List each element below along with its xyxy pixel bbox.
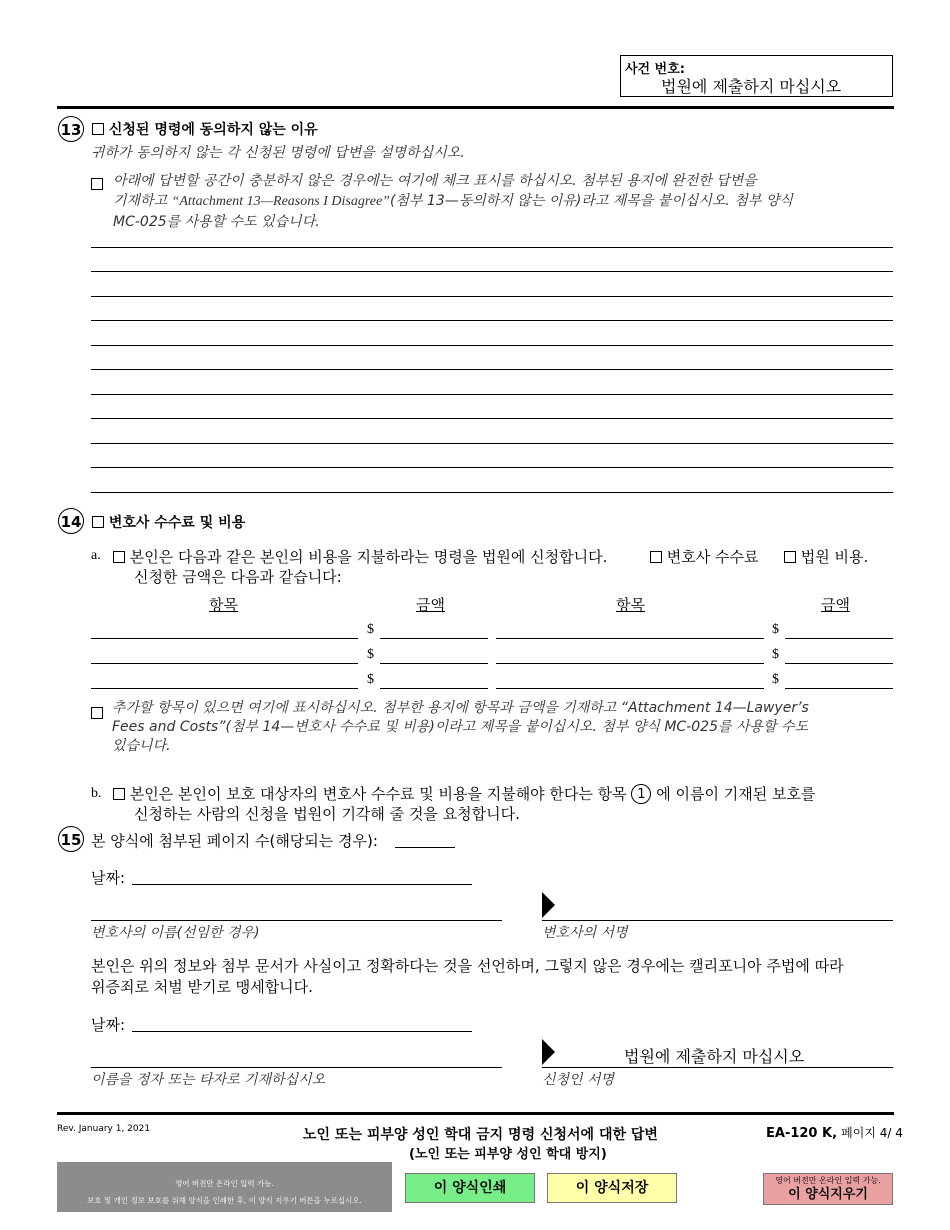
court-costs-checkbox[interactable] bbox=[784, 551, 796, 563]
amount-field[interactable] bbox=[380, 663, 488, 664]
answer-line[interactable] bbox=[91, 492, 893, 493]
item-13-title: 신청된 명령에 동의하지 않는 이유 bbox=[108, 122, 318, 138]
answer-line[interactable] bbox=[91, 271, 893, 272]
col-amount-header-1: 금액 bbox=[416, 596, 445, 614]
footer-rule bbox=[57, 1112, 894, 1115]
save-form-button[interactable]: 이 양식저장 bbox=[547, 1173, 677, 1203]
col-item-header-2: 항목 bbox=[616, 596, 645, 614]
pages-attached-label: 본 양식에 첨부된 페이지 수(해당되는 경우): bbox=[91, 832, 378, 850]
answer-line[interactable] bbox=[91, 345, 893, 346]
answer-line[interactable] bbox=[91, 394, 893, 395]
header-rule bbox=[57, 106, 894, 109]
item-14a-checkbox[interactable] bbox=[113, 551, 125, 563]
form-subtitle: (노인 또는 피부양 성인 학대 방지) bbox=[409, 1147, 607, 1162]
item-14-extra-line3: 있습니다. bbox=[112, 738, 171, 754]
item-13-instruction: 귀하가 동의하지 않는 각 신청된 명령에 답변을 설명하십시오. bbox=[91, 145, 465, 161]
item-14-checkbox[interactable] bbox=[92, 516, 104, 528]
item-14b-line1 bbox=[113, 783, 815, 804]
case-number-box bbox=[620, 55, 893, 97]
answer-line[interactable] bbox=[91, 467, 893, 468]
item-14-title: 변호사 수수료 및 비용 bbox=[108, 515, 246, 531]
item-field[interactable] bbox=[91, 663, 358, 664]
online-notice-line2: 보호 및 개인 정보 보호를 위해 양식을 인쇄한 후, 이 양식 지우기 버튼을 누르십시오. bbox=[87, 1196, 362, 1205]
petitioner-name-caption: 이름을 정자 또는 타자로 기재하십시오 bbox=[91, 1072, 326, 1088]
petitioner-signature-arrow-icon bbox=[542, 1039, 555, 1065]
item-14a-option-lawyer-fees bbox=[650, 546, 759, 567]
case-number-field[interactable]: 법원에 제출하지 마십시오 bbox=[661, 77, 842, 96]
item-field[interactable] bbox=[91, 688, 358, 689]
dollar-sign: $ bbox=[772, 622, 779, 637]
attach-line2-c: (첨부 13—동의하지 않는 이유)라고 제목을 붙이십시오. 첨부 양식 bbox=[389, 193, 793, 209]
lawyer-signature-arrow-icon bbox=[542, 892, 555, 918]
amount-field[interactable] bbox=[785, 688, 893, 689]
pages-attached-field[interactable] bbox=[395, 847, 455, 848]
dollar-sign: $ bbox=[772, 647, 779, 662]
item-14b-text1: 본인은 본인이 보호 대상자의 변호사 수수료 및 비용을 지불해야 한다는 항목 bbox=[129, 785, 627, 803]
lawyer-fees-checkbox[interactable] bbox=[650, 551, 662, 563]
answer-line[interactable] bbox=[91, 418, 893, 419]
form-id bbox=[766, 1124, 903, 1141]
answer-line[interactable] bbox=[91, 247, 893, 248]
item-13-attachment-checkbox[interactable] bbox=[91, 174, 103, 193]
item-14-extra-checkbox[interactable] bbox=[91, 703, 103, 722]
item-14-extra-line1: 추가할 항목이 있으면 여기에 표시하십시오. 첨부한 용지에 항목과 금액을 기재하고 “Attachment 14—Lawyer’s bbox=[112, 700, 809, 716]
dollar-sign: $ bbox=[772, 672, 779, 687]
item-13-attach-line3: MC-025를 사용할 수도 있습니다. bbox=[113, 214, 320, 230]
item-14a-label: a. bbox=[91, 548, 101, 563]
clear-form-button[interactable] bbox=[763, 1173, 893, 1205]
declaration-line1: 본인은 위의 정보와 첨부 문서가 사실이고 정확하다는 것을 선언하며, 그렇지 않은 경우에는 캘리포니아 주법에 따라 bbox=[91, 957, 844, 975]
dollar-sign: $ bbox=[367, 672, 374, 687]
item-14a-line2: 신청한 금액은 다음과 같습니다: bbox=[134, 568, 342, 586]
answer-line[interactable] bbox=[91, 320, 893, 321]
dollar-sign: $ bbox=[367, 647, 374, 662]
petitioner-date-field[interactable] bbox=[132, 1031, 472, 1032]
amount-field[interactable] bbox=[380, 638, 488, 639]
item-14b-text2: 에 이름이 기재된 보호를 bbox=[656, 785, 816, 803]
item-13-attach-line1: 아래에 답변할 공간이 충분하지 않은 경우에는 여기에 체크 표시를 하십시오. 첨부된 용지에 완전한 답변을 bbox=[113, 173, 757, 189]
item-14-extra-line2: Fees and Costs”(첨부 14—변호사 수수료 및 비용)이라고 제목을 붙이십시오. 첨부 양식 MC-025를 사용할 수도 bbox=[112, 719, 809, 735]
lawyer-date-field[interactable] bbox=[132, 884, 472, 885]
item-14a-text: 본인은 다음과 같은 본인의 비용을 지불하라는 명령을 법원에 신청합니다. bbox=[129, 548, 608, 566]
clear-form-label: 이 양식지우기 bbox=[788, 1187, 868, 1202]
print-form-button[interactable]: 이 양식인쇄 bbox=[405, 1173, 535, 1203]
court-costs-label: 법원 비용. bbox=[800, 548, 869, 566]
answer-line[interactable] bbox=[91, 296, 893, 297]
answer-line[interactable] bbox=[91, 369, 893, 370]
item-14b-checkbox[interactable] bbox=[113, 788, 125, 800]
item-14b-line2: 신청하는 사람의 신청을 법원이 기각해 줄 것을 요청합니다. bbox=[134, 805, 520, 823]
item-14-heading bbox=[92, 512, 245, 532]
petitioner-name-field[interactable] bbox=[91, 1067, 502, 1068]
attach-line2-b: “Attachment 13—Reasons I Disagree” bbox=[171, 194, 390, 209]
item-14-extra-text bbox=[112, 699, 892, 756]
amount-field[interactable] bbox=[785, 638, 893, 639]
col-amount-header-2: 금액 bbox=[821, 596, 850, 614]
item-14-number: 14 bbox=[58, 508, 84, 534]
item-1-reference: 1 bbox=[631, 784, 651, 804]
online-notice-line1: 영어 버전만 온라인 입력 가능. bbox=[175, 1179, 274, 1188]
item-13-number: 13 bbox=[58, 116, 84, 142]
declaration-line2: 위증죄로 처벌 받기로 맹세합니다. bbox=[91, 978, 313, 996]
lawyer-name-caption: 변호사의 이름(선임한 경우) bbox=[91, 925, 260, 941]
item-14b-label: b. bbox=[91, 786, 102, 801]
online-notice-panel bbox=[57, 1162, 392, 1212]
dollar-sign: $ bbox=[367, 622, 374, 637]
item-13-attachment-text bbox=[113, 171, 893, 232]
form-title: 노인 또는 피부양 성인 학대 금지 명령 신청서에 대한 답변 bbox=[303, 1127, 658, 1143]
declaration-text bbox=[91, 956, 844, 998]
item-13-checkbox[interactable] bbox=[92, 123, 104, 135]
clear-form-note: 영어 버전만 온라인 입력 가능. bbox=[775, 1176, 881, 1185]
lawyer-signature-caption: 변호사의 서명 bbox=[542, 925, 628, 941]
col-item-header-1: 항목 bbox=[209, 596, 238, 614]
item-field[interactable] bbox=[496, 663, 764, 664]
revision-date: Rev. January 1, 2021 bbox=[57, 1124, 151, 1134]
item-13-attach-line2 bbox=[113, 191, 893, 212]
item-14a-line1 bbox=[113, 546, 607, 567]
lawyer-fees-label: 변호사 수수료 bbox=[666, 548, 759, 566]
amount-field[interactable] bbox=[380, 688, 488, 689]
item-14a-option-court-costs bbox=[784, 546, 868, 567]
form-id-code: EA-120 K, bbox=[766, 1126, 838, 1141]
page-number: 페이지 4/ 4 bbox=[841, 1126, 903, 1140]
lawyer-signature-field[interactable] bbox=[542, 920, 893, 921]
petitioner-signature-caption: 신청인 서명 bbox=[542, 1072, 615, 1088]
item-field[interactable] bbox=[496, 638, 764, 639]
attach-line2-a: 기재하고 bbox=[113, 193, 172, 209]
item-field[interactable] bbox=[91, 638, 358, 639]
item-13-heading bbox=[92, 119, 318, 139]
item-field[interactable] bbox=[496, 688, 764, 689]
petitioner-signature-value[interactable]: 법원에 제출하지 마십시오 bbox=[624, 1047, 805, 1066]
item-15-number: 15 bbox=[58, 826, 84, 852]
petitioner-date-label: 날짜: bbox=[91, 1016, 126, 1034]
amount-field[interactable] bbox=[785, 663, 893, 664]
lawyer-date-label: 날짜: bbox=[91, 869, 126, 887]
lawyer-name-field[interactable] bbox=[91, 920, 502, 921]
petitioner-signature-field[interactable] bbox=[542, 1067, 893, 1068]
case-number-label: 사건 번호: bbox=[625, 62, 685, 77]
answer-line[interactable] bbox=[91, 443, 893, 444]
